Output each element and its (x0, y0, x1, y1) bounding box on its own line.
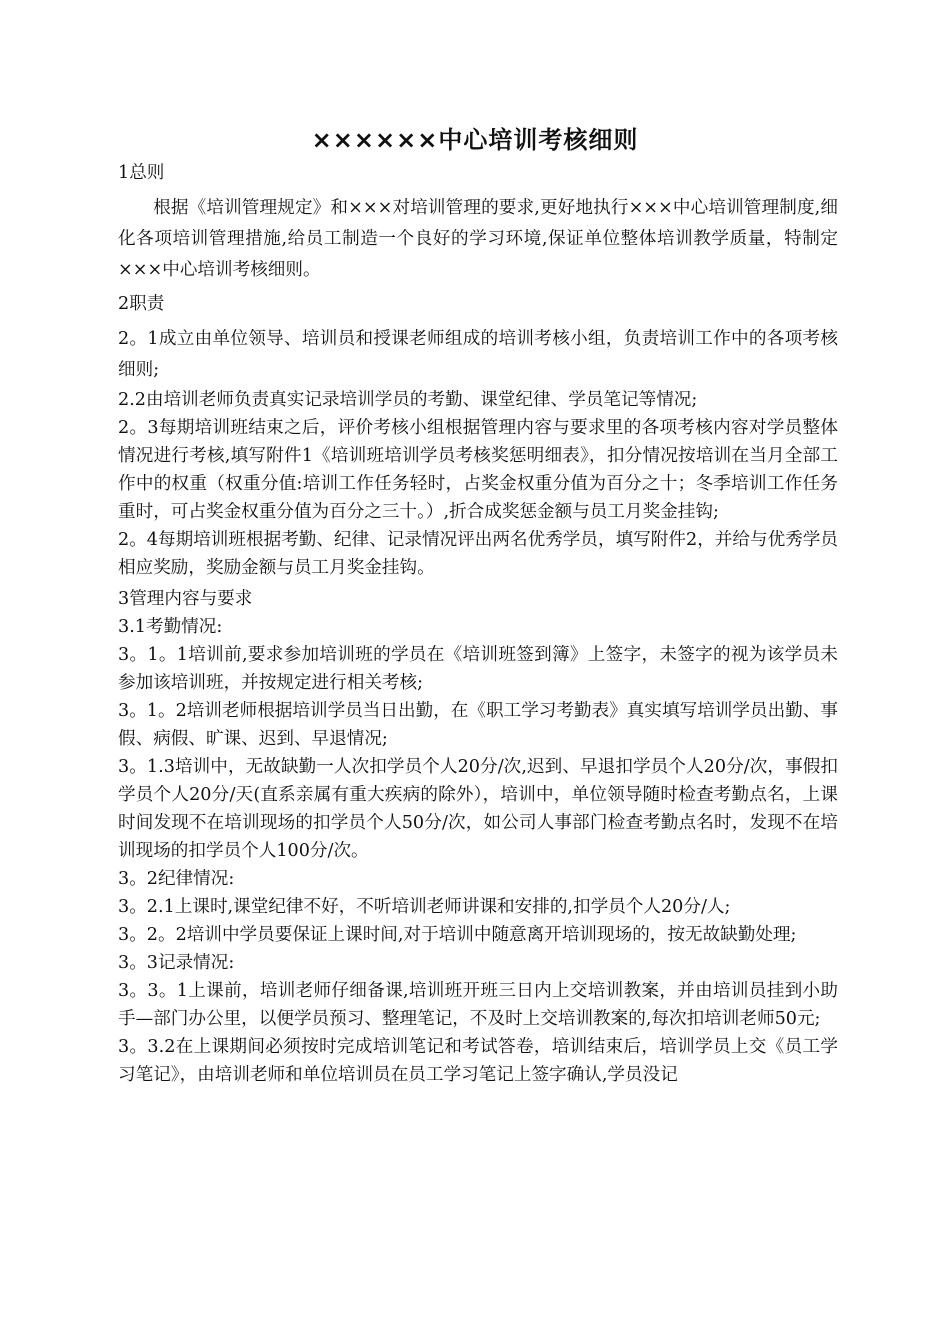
paragraph: 3。1.3培训中，无故缺勤一人次扣学员个人20分/次,迟到、早退扣学员个人20分/次，事假扣学员个人20分/天(直系亲属有重大疾病的除外），培训中，单位领导随时检查考勤点名，上课时间发现不在培训现场的扣学员个人50分/次，如公司人事部门检查考勤点名时，发现不在培训现场的扣学员个人100分/次。 (118, 757, 838, 861)
subsection-heading: 3.1考勤情况: (118, 617, 223, 637)
section-heading: 1总则 (118, 163, 165, 183)
paragraph: 根据《培训管理规定》和×××对培训管理的要求,更好地执行×××中心培训管理制度,细化各项培训管理措施,给员工制造一个良好的学习环境,保证单位整体培训教学质量，特制定×××中心培训考核细则。 (118, 198, 838, 280)
subsection-heading: 3。2纪律情况: (118, 869, 235, 889)
paragraph: 3。1。1培训前,要求参加培训班的学员在《培训班签到簿》上签字，未签字的视为该学员未参加该培训班，并按规定进行相关考核; (118, 645, 838, 693)
paragraph: 3。1。2培训老师根据培训学员当日出勤，在《职工学习考勤表》真实填写培训学员出勤、事假、病假、旷课、迟到、早退情况; (118, 701, 838, 749)
document-title: ××××××中心培训考核细则 (311, 126, 639, 154)
paragraph: 2。1成立由单位领导、培训员和授课老师组成的培训考核小组，负责培训工作中的各项考核细则; (118, 329, 838, 380)
paragraph: 3。2。2培训中学员要保证上课时间,对于培训中随意离开培训现场的，按无故缺勤处理; (118, 925, 797, 945)
section-heading: 3管理内容与要求 (118, 589, 253, 609)
paragraph: 3。2.1上课时,课堂纪律不好，不听培训老师讲课和安排的,扣学员个人20分/人; (118, 897, 731, 917)
paragraph: 2。4每期培训班根据考勤、纪律、记录情况评出两名优秀学员，填写附件2，并给与优秀学员相应奖励，奖励金额与员工月奖金挂钩。 (118, 530, 838, 578)
paragraph: 3。3.2在上课期间必须按时完成培训笔记和考试答卷，培训结束后，培训学员上交《员工学习笔记》，由培训老师和单位培训员在员工学习笔记上签字确认,学员没记 (118, 1037, 838, 1085)
document-body (118, 159, 838, 1089)
paragraph: 3。3。1上课前，培训老师仔细备课,培训班开班三日内上交培训教案，并由培训员挂到小助手—部门办公里，以便学员预习、整理笔记，不及时上交培训教案的,每次扣培训老师50元; (118, 981, 838, 1029)
section-heading: 2职责 (118, 294, 165, 314)
paragraph: 2。3每期培训班结束之后，评价考核小组根据管理内容与要求里的各项考核内容对学员整体情况进行考核,填写附件1《培训班培训学员考核奖惩明细表》，扣分情况按培训在当月全部工作中的权重（权重分值:培训工作任务轻时，占奖金权重分值为百分之十；冬季培训工作任务重时，可占奖金权重分值为百分之三十。）,折合成奖惩金额与员工月奖金挂钩; (118, 418, 838, 522)
subsection-heading: 3。3记录情况: (118, 953, 235, 973)
paragraph: 2.2由培训老师负责真实记录培训学员的考勤、课堂纪律、学员笔记等情况; (118, 390, 698, 410)
